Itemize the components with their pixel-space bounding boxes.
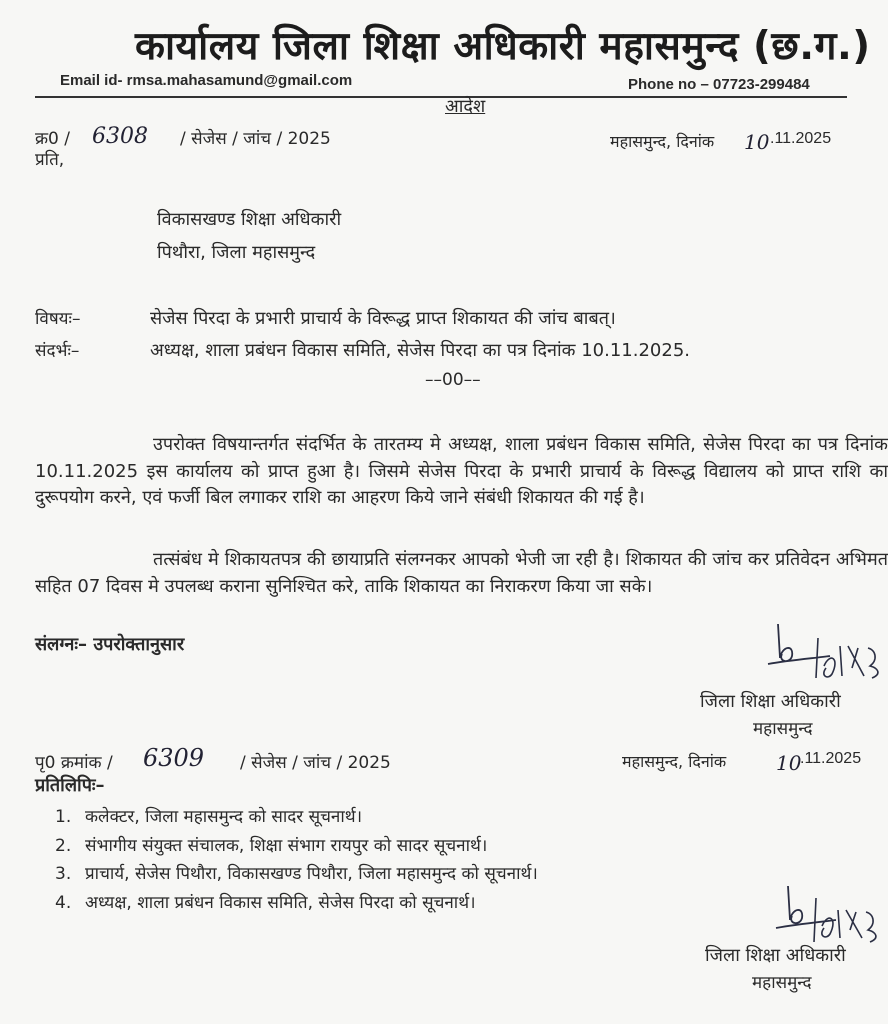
copy-heading: प्रतिलिपिः– (35, 775, 105, 796)
phone-line: Phone no – 07723-299484 (628, 76, 810, 93)
copy-list-number: 3. (55, 864, 72, 884)
copy-list-item (55, 889, 538, 918)
to-label: प्रति, (35, 150, 65, 170)
enclosure-note: संलग्नः– उपरोक्तानुसार (35, 634, 185, 655)
copy-ref-suffix: / सेजेस / जांच / 2025 (240, 753, 391, 773)
reference-label: संदर्भः– (35, 341, 80, 361)
copy-list-number: 2. (55, 835, 72, 856)
signature-2-place: महासमुन्द (752, 973, 812, 993)
signature-2 (770, 880, 888, 950)
copy-list-text: अध्यक्ष, शाला प्रबंधन विकास समिति, सेजेस पिरदा को सूचनार्थ। (85, 892, 476, 913)
copy-list-text: कलेक्टर, जिला महासमुन्द को सादर सूचनार्थ। (85, 807, 363, 827)
letter-date-day: 10 (744, 130, 770, 154)
body-paragraph-1: उपरोक्त विषयान्तर्गत संदर्भित के तारतम्य मे अध्यक्ष, शाला प्रबंधन विकास समिति, सेजेस पिरदा का पत्र दिनांक 10.11.2025 इस कार्यालय को प्राप्त हुआ है। जिसमे सेजेस पिरदा के प्रभारी प्राचार्य के विरूद्ध विद्यालय को प्राप्त राशि का दुरूपयोग करने, एवं फर्जी बिल लगाकर राशि का आहरण किये जाने संबंधी शिकायत की गई है। (35, 434, 888, 508)
copy-ref-number: 6309 (143, 744, 205, 772)
copy-list-text: प्राचार्य, सेजेस पिथौरा, विकासखण्ड पिथौरा, जिला महासमुन्द को सूचनार्थ। (85, 864, 538, 884)
copy-date-prefix: महासमुन्द, दिनांक (622, 752, 727, 771)
letter-ref-suffix: / सेजेस / जांच / 2025 (180, 129, 331, 149)
signature-1 (760, 618, 888, 690)
body-paragraph-2: तत्संबंध मे शिकायतपत्र की छायाप्रति संलग्नकर आपको भेजी जा रही है। शिकायत की जांच कर प्रतिवेदन अभिमत सहित 07 दिवस मे उपलब्ध कराना सुनिश्चित करे, ताकि शिकायत का निराकरण किया जा सके। (35, 549, 888, 597)
subject-text: सेजेस पिरदा के प्रभारी प्राचार्य के विरूद्ध प्राप्त शिकायत की जांच बाबत्। (150, 308, 616, 329)
separator: ––00–– (425, 370, 481, 390)
subject-label: विषयः– (35, 309, 81, 329)
copy-list-item (55, 832, 538, 861)
letter-ref-prefix: क्र0 / (35, 129, 71, 149)
copy-list (55, 803, 538, 917)
copy-date-day: 10 (776, 751, 802, 775)
letter-date-suffix: .11.2025 (770, 130, 832, 147)
reference-text: अध्यक्ष, शाला प्रबंधन विकास समिति, सेजेस पिरदा का पत्र दिनांक 10.11.2025. (150, 340, 690, 361)
recipient-line-1: विकासखण्ड शिक्षा अधिकारी (157, 209, 342, 230)
letter-ref-number: 6308 (92, 124, 148, 149)
signature-1-designation: जिला शिक्षा अधिकारी (700, 691, 841, 712)
office-title: कार्यालय जिला शिक्षा अधिकारी महासमुन्द (छ.ग.) (135, 24, 871, 69)
copy-date-suffix: .11.2025 (800, 750, 862, 767)
copy-list-item (55, 860, 538, 889)
signature-2-designation: जिला शिक्षा अधिकारी (705, 945, 846, 966)
copy-list-number: 4. (55, 892, 72, 913)
letter-date-prefix: महासमुन्द, दिनांक (610, 132, 715, 151)
header-divider (35, 96, 847, 98)
copy-list-text: संभागीय संयुक्त संचालक, शिक्षा संभाग रायपुर को सादर सूचनार्थ। (85, 835, 488, 856)
recipient-line-2: पिथौरा, जिला महासमुन्द (157, 242, 316, 263)
order-heading: आदेश (445, 96, 486, 117)
signature-1-place: महासमुन्द (753, 719, 813, 739)
email-line: Email id- rmsa.mahasamund@gmail.com (60, 72, 353, 89)
copy-ref-prefix: पृ0 क्रमांक / (35, 753, 113, 773)
copy-list-item (55, 803, 538, 832)
copy-list-number: 1. (55, 807, 72, 827)
